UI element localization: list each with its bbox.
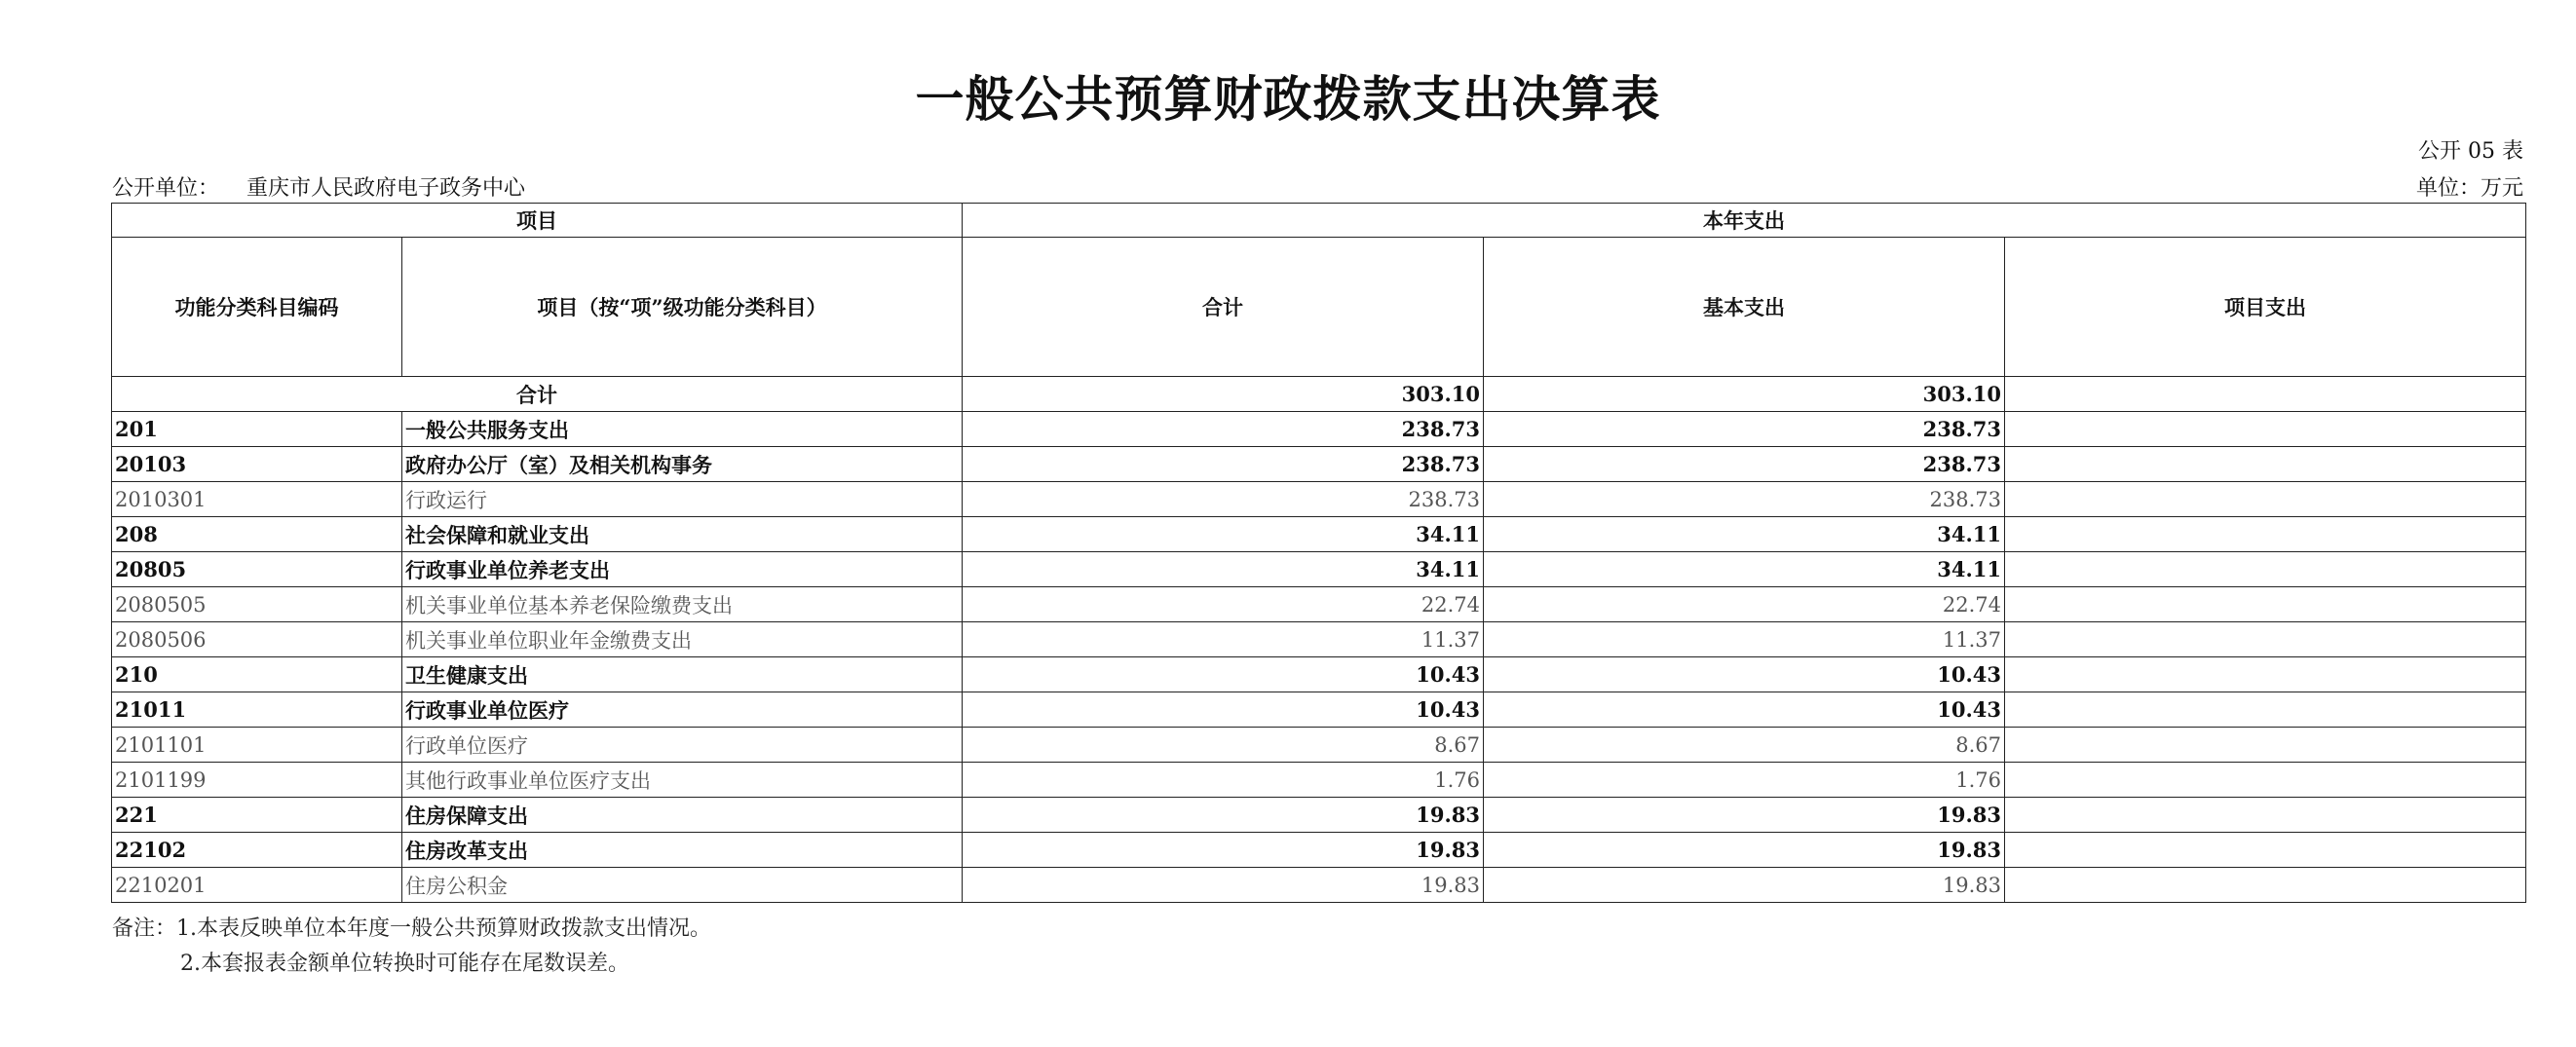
row-basic: 22.74 <box>1484 587 2005 622</box>
table-row <box>112 692 2526 728</box>
row-basic: 11.37 <box>1484 622 2005 657</box>
row-project <box>2005 763 2526 798</box>
row-basic: 34.11 <box>1484 552 2005 587</box>
row-project <box>2005 447 2526 482</box>
header-row-1 <box>112 204 2526 238</box>
row-name: 行政单位医疗 <box>402 728 963 763</box>
table-body <box>112 377 2526 903</box>
row-name: 政府办公厅（室）及相关机构事务 <box>402 447 963 482</box>
row-project <box>2005 692 2526 728</box>
table-row <box>112 517 2526 552</box>
table-row <box>112 412 2526 447</box>
row-total: 19.83 <box>963 798 1484 833</box>
note-line-2: 2.本套报表金额单位转换时可能存在尾数误差。 <box>180 952 629 976</box>
table-row <box>112 868 2526 903</box>
row-basic: 1.76 <box>1484 763 2005 798</box>
table-row <box>112 587 2526 622</box>
row-code: 2101199 <box>112 763 402 798</box>
row-name: 机关事业单位基本养老保险缴费支出 <box>402 587 963 622</box>
row-basic: 238.73 <box>1484 482 2005 517</box>
row-project <box>2005 868 2526 903</box>
row-project <box>2005 798 2526 833</box>
row-total: 11.37 <box>963 622 1484 657</box>
header-row-2 <box>112 238 2526 377</box>
notes <box>112 912 711 982</box>
row-basic: 238.73 <box>1484 412 2005 447</box>
row-code: 208 <box>112 517 402 552</box>
row-code: 2010301 <box>112 482 402 517</box>
row-name: 住房改革支出 <box>402 833 963 868</box>
row-total: 34.11 <box>963 517 1484 552</box>
row-total: 238.73 <box>963 412 1484 447</box>
total-project <box>2005 377 2526 412</box>
row-total: 19.83 <box>963 868 1484 903</box>
row-total: 19.83 <box>963 833 1484 868</box>
row-project <box>2005 587 2526 622</box>
row-name: 行政运行 <box>402 482 963 517</box>
row-code: 2210201 <box>112 868 402 903</box>
row-total: 238.73 <box>963 482 1484 517</box>
row-name: 行政事业单位养老支出 <box>402 552 963 587</box>
total-total: 303.10 <box>963 377 1484 412</box>
table-row <box>112 657 2526 692</box>
row-total: 34.11 <box>963 552 1484 587</box>
row-project <box>2005 657 2526 692</box>
table-row <box>112 447 2526 482</box>
row-project <box>2005 482 2526 517</box>
row-project <box>2005 552 2526 587</box>
header-project: 项目支出 <box>2005 238 2526 377</box>
header-item-name: 项目（按“项”级功能分类科目） <box>402 238 963 377</box>
row-code: 20805 <box>112 552 402 587</box>
row-code: 201 <box>112 412 402 447</box>
row-basic: 238.73 <box>1484 447 2005 482</box>
row-basic: 10.43 <box>1484 657 2005 692</box>
row-name: 机关事业单位职业年金缴费支出 <box>402 622 963 657</box>
row-basic: 10.43 <box>1484 692 2005 728</box>
table-row <box>112 763 2526 798</box>
table-row <box>112 622 2526 657</box>
money-unit: 单位：万元 <box>2415 176 2523 201</box>
row-project <box>2005 517 2526 552</box>
header-basic: 基本支出 <box>1484 238 2005 377</box>
table-row <box>112 798 2526 833</box>
row-name: 行政事业单位医疗 <box>402 692 963 728</box>
row-name: 住房保障支出 <box>402 798 963 833</box>
row-code: 2080505 <box>112 587 402 622</box>
page-title: 一般公共预算财政拨款支出决算表 <box>915 70 1661 128</box>
header-current-year: 本年支出 <box>963 204 2526 238</box>
row-total: 22.74 <box>963 587 1484 622</box>
total-basic: 303.10 <box>1484 377 2005 412</box>
row-code: 22102 <box>112 833 402 868</box>
row-code: 21011 <box>112 692 402 728</box>
row-total: 10.43 <box>963 657 1484 692</box>
row-project <box>2005 728 2526 763</box>
header-total: 合计 <box>963 238 1484 377</box>
row-basic: 19.83 <box>1484 798 2005 833</box>
row-code: 221 <box>112 798 402 833</box>
total-label: 合计 <box>112 377 963 412</box>
row-name: 一般公共服务支出 <box>402 412 963 447</box>
total-row <box>112 377 2526 412</box>
row-basic: 8.67 <box>1484 728 2005 763</box>
row-code: 2101101 <box>112 728 402 763</box>
header-code: 功能分类科目编码 <box>112 238 402 377</box>
table-row <box>112 552 2526 587</box>
row-name: 卫生健康支出 <box>402 657 963 692</box>
row-code: 20103 <box>112 447 402 482</box>
unit-label: 公开单位： <box>112 176 220 201</box>
row-total: 1.76 <box>963 763 1484 798</box>
expenditure-table <box>111 203 2526 903</box>
row-name: 住房公积金 <box>402 868 963 903</box>
row-total: 238.73 <box>963 447 1484 482</box>
row-total: 10.43 <box>963 692 1484 728</box>
row-project <box>2005 622 2526 657</box>
row-basic: 34.11 <box>1484 517 2005 552</box>
table-row <box>112 728 2526 763</box>
unit-line <box>112 171 525 202</box>
note-line-1: 备注：1.本表反映单位本年度一般公共预算财政拨款支出情况。 <box>112 916 711 941</box>
header-item: 项目 <box>112 204 963 238</box>
row-project <box>2005 833 2526 868</box>
table-row <box>112 482 2526 517</box>
row-basic: 19.83 <box>1484 833 2005 868</box>
row-name: 其他行政事业单位医疗支出 <box>402 763 963 798</box>
row-basic: 19.83 <box>1484 868 2005 903</box>
row-code: 210 <box>112 657 402 692</box>
table-row <box>112 833 2526 868</box>
row-name: 社会保障和就业支出 <box>402 517 963 552</box>
row-total: 8.67 <box>963 728 1484 763</box>
form-number: 公开 05 表 <box>2418 139 2523 164</box>
row-project <box>2005 412 2526 447</box>
unit-name: 重庆市人民政府电子政务中心 <box>246 176 526 201</box>
row-code: 2080506 <box>112 622 402 657</box>
